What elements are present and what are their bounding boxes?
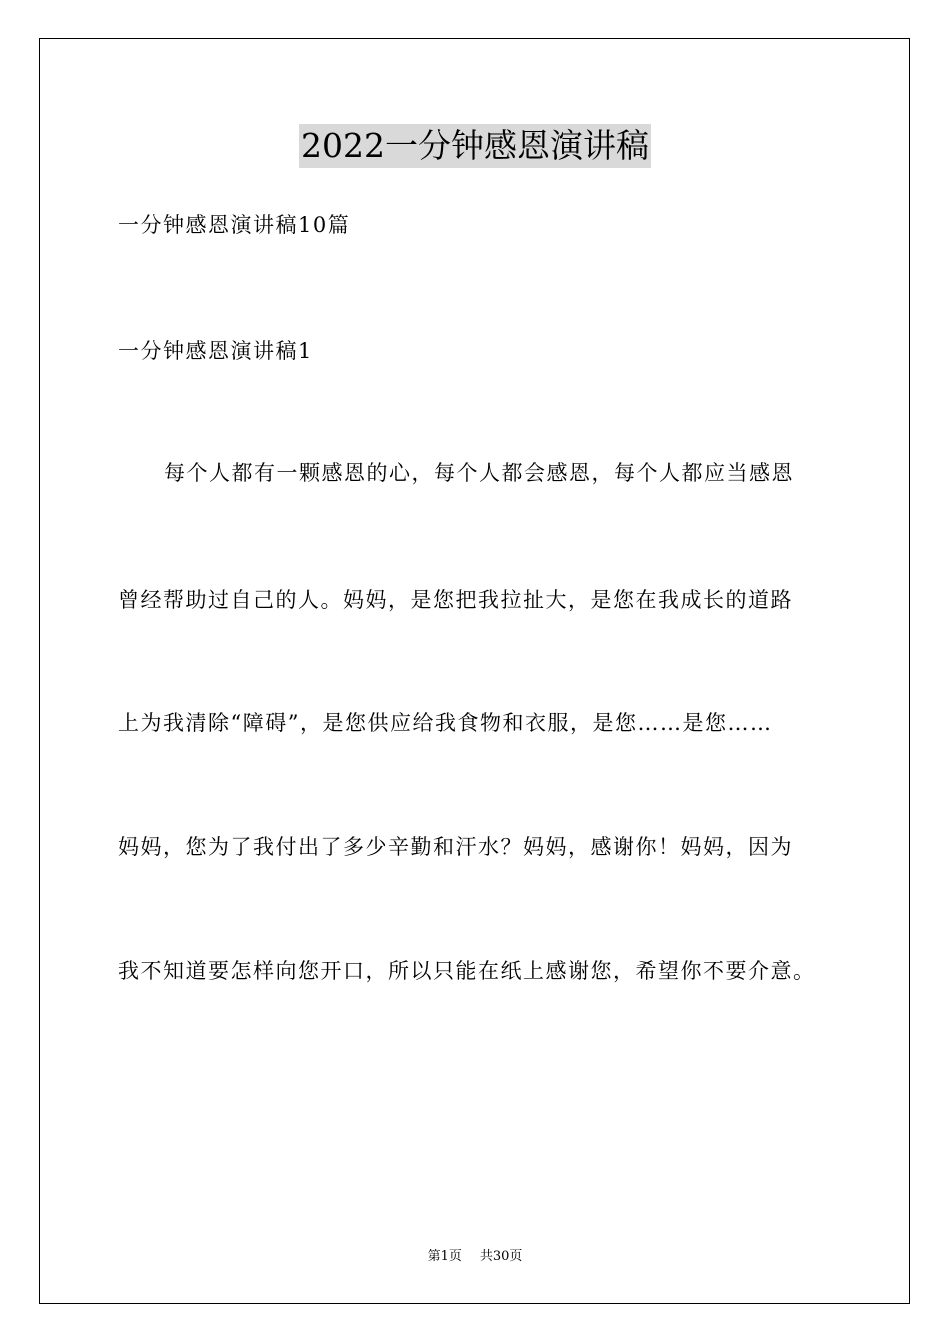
body-line-5: 我不知道要怎样向您开口，所以只能在纸上感谢您，希望你不要介意。 — [118, 959, 816, 983]
page-total: 共30页 — [479, 1249, 523, 1264]
section-heading: 一分钟感恩演讲稿1 — [118, 339, 313, 363]
document-title: 2022一分钟感恩演讲稿 — [299, 124, 651, 168]
page-footer — [0, 1248, 950, 1266]
body-line-4: 妈妈，您为了我付出了多少辛勤和汗水？妈妈，感谢你！妈妈，因为 — [118, 835, 793, 859]
body-line-3: 上为我清除“障碍”，是您供应给我食物和衣服，是您……是您…… — [118, 711, 773, 735]
title-container — [0, 124, 950, 168]
body-line-1: 每个人都有一颗感恩的心，每个人都会感恩，每个人都应当感恩 — [164, 461, 794, 485]
body-line-2: 曾经帮助过自己的人。妈妈，是您把我拉扯大，是您在我成长的道路 — [118, 588, 793, 612]
page-number: 第1页 — [427, 1249, 462, 1264]
document-subtitle: 一分钟感恩演讲稿10篇 — [118, 213, 351, 237]
